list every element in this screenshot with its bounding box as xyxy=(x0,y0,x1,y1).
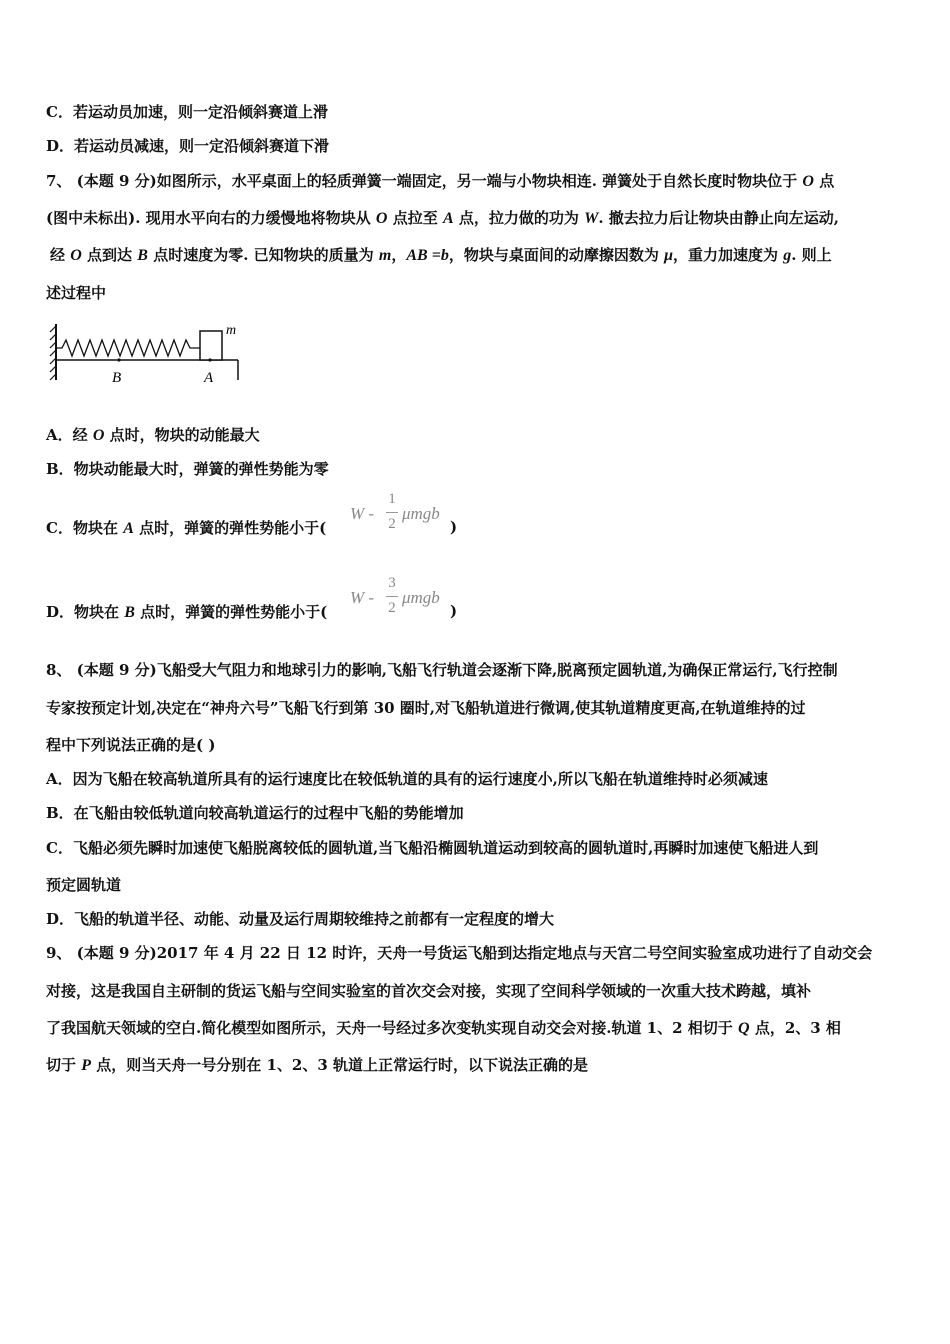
block xyxy=(200,331,222,360)
q8-option-c-line-2: 预定圆轨道 xyxy=(46,876,122,894)
option-c-close-paren: ) xyxy=(450,518,458,536)
q8-stem-line-1: 8、 (本题 9 分)飞船受大气阻力和地球引力的影响,飞船飞行轨道会逐渐下降,脱离预定圆轨道,为确保正常运行,飞行控制 xyxy=(46,661,838,679)
formula-c-numerator: 1 xyxy=(388,491,396,507)
point-a-dot xyxy=(208,358,211,361)
formula-d-numerator: 3 xyxy=(388,575,396,591)
q7-stem-line-3: 经 O 点到达 B 点时速度为零. 已知物块的质量为 m，AB =b，物块与桌面间的动摩擦因数为 μ，重力加速度为 g. 则上 xyxy=(50,246,832,264)
formula-c-tail: μmgb xyxy=(402,504,440,523)
formula-d-tail: μmgb xyxy=(402,588,440,607)
option-d-close-paren: ) xyxy=(450,602,458,620)
q6-option-d: D．若运动员减速，则一定沿倾斜赛道下滑 xyxy=(46,137,330,155)
q7-stem-line-1: 7、 (本题 9 分)如图所示，水平桌面上的轻质弹簧一端固定，另一端与小物块相连. 弹簧处于自然长度时物块位于 O 点 xyxy=(46,172,835,190)
point-a-label: A xyxy=(204,370,214,386)
q7-stem-line-4: 述过程中 xyxy=(46,284,107,302)
q6-option-c: C．若运动员加速，则一定沿倾斜赛道上滑 xyxy=(46,103,328,121)
q9-stem-line-3: 了我国航天领域的空白.简化模型如图所示，天舟一号经过多次变轨实现自动交会对接.轨道 1、2 相切于 Q 点，2、3 相 xyxy=(46,1019,841,1037)
formula-d-denominator: 2 xyxy=(388,600,396,616)
q7-stem-line-2: (图中未标出). 现用水平向右的力缓慢地将物块从 O 点拉至 A 点，拉力做的功为 W. 撤去拉力后让物块由静止向左运动, xyxy=(46,209,839,227)
point-b-dot xyxy=(117,358,120,361)
point-b-label: B xyxy=(112,370,122,386)
formula-c-denominator: 2 xyxy=(388,516,396,532)
q9-stem-line-2: 对接，这是我国自主研制的货运飞船与空间实验室的首次交会对接，实现了空间科学领域的一次重大技术跨越，填补 xyxy=(46,982,812,1000)
q7-option-c: C．物块在 A 点时，弹簧的弹性势能小于( xyxy=(46,519,327,537)
q7-option-a: A．经 O 点时，物块的动能最大 xyxy=(46,426,260,444)
q9-stem-line-1: 9、 (本题 9 分)2017 年 4 月 22 日 12 时许，天舟一号货运飞船到达指定地点与天宫二号空间实验室成功进行了自动交会 xyxy=(46,944,873,962)
q7-option-d: D．物块在 B 点时，弹簧的弹性势能小于( xyxy=(46,603,328,621)
q7-option-b: B．物块动能最大时，弹簧的弹性势能为零 xyxy=(46,460,329,478)
mass-label: m xyxy=(226,323,237,338)
q8-option-c-line-1: C．飞船必须先瞬时加速使飞船脱离较低的圆轨道,当飞船沿椭圆轨道运动到较高的圆轨道时,再瞬时加速使飞船进人到 xyxy=(46,839,819,857)
q8-option-a: A．因为飞船在较高轨道所具有的运行速度比在较低轨道的具有的运行速度小,所以飞船在轨道维持时必须减速 xyxy=(46,770,768,788)
spring xyxy=(56,340,200,356)
formula-c-w: W - xyxy=(350,504,375,523)
q9-stem-line-4: 切于 P 点，则当天舟一号分别在 1、2、3 轨道上正常运行时，以下说法正确的是 xyxy=(46,1056,589,1074)
q8-stem-line-2: 专家按预定计划,决定在“神舟六号”飞船飞行到第 30 圈时,对飞船轨道进行微调,使其轨道精度更高,在轨道维持的过 xyxy=(46,699,806,717)
q8-option-d: D．飞船的轨道半径、动能、动量及运行周期较维持之前都有一定程度的增大 xyxy=(46,910,555,928)
formula-d-w: W - xyxy=(350,588,375,607)
q8-stem-line-3: 程中下列说法正确的是( ) xyxy=(46,736,216,754)
spring-block-diagram xyxy=(40,318,250,390)
q8-option-b: B．在飞船由较低轨道向较高轨道运行的过程中飞船的势能增加 xyxy=(46,804,464,822)
